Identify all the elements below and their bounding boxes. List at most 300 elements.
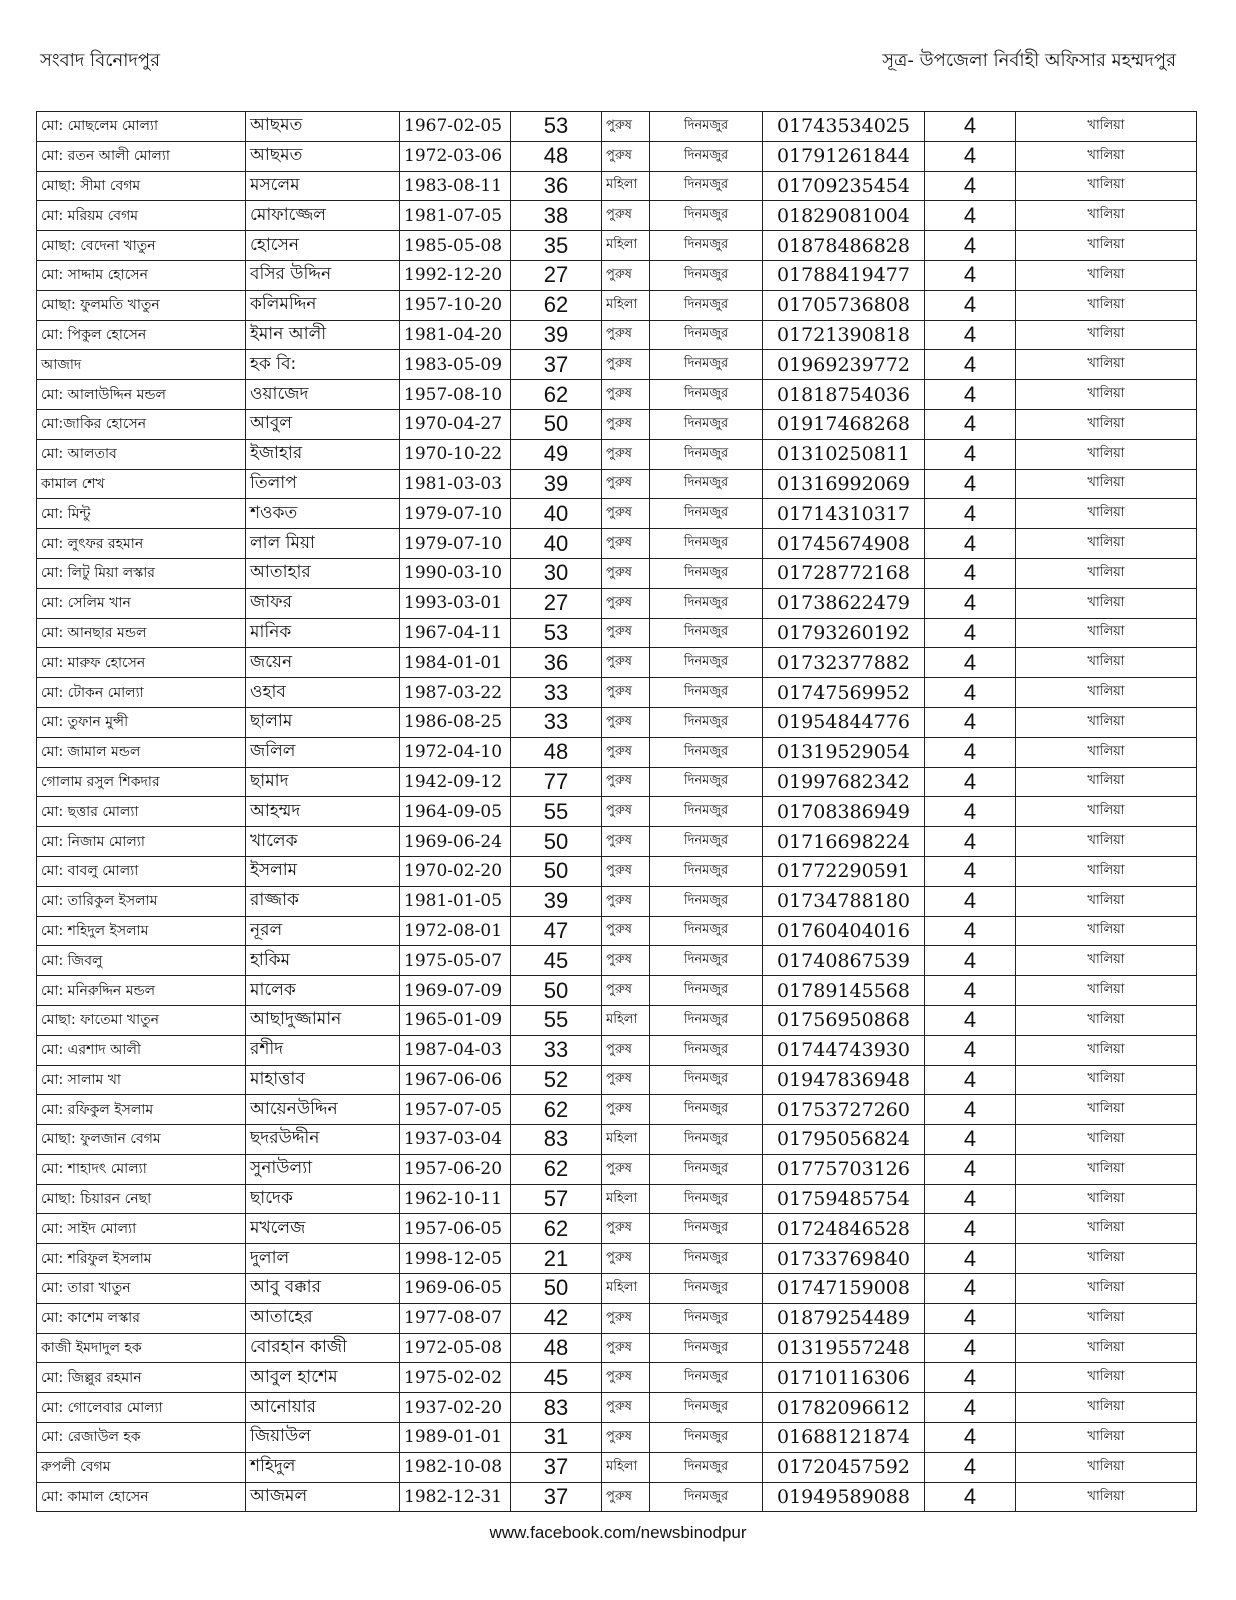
village-cell: খালিয়া [1016,648,1197,678]
age-cell: 27 [511,588,602,618]
table-row [37,1452,1197,1482]
gender-cell: পুরুষ [602,618,650,648]
village-cell: খালিয়া [1016,290,1197,320]
age-cell: 53 [511,618,602,648]
occupation-cell: দিনমজুর [650,320,763,350]
birth-date-cell: 1937-03-04 [400,1125,511,1155]
age-cell: 48 [511,141,602,171]
table-row [37,678,1197,708]
village-cell: খালিয়া [1016,1333,1197,1363]
phone-cell: 01947836948 [763,1065,925,1095]
ward-cell: 4 [925,1214,1016,1244]
ward-cell: 4 [925,648,1016,678]
village-cell: খালিয়া [1016,707,1197,737]
name-cell: আজাদ [37,350,246,380]
table-row [37,1244,1197,1274]
ward-cell: 4 [925,171,1016,201]
phone-cell: 01319557248 [763,1333,925,1363]
phone-cell: 01688121874 [763,1423,925,1453]
table-row [37,737,1197,767]
age-cell: 62 [511,1154,602,1184]
ward-cell: 4 [925,1154,1016,1184]
village-cell: খালিয়া [1016,827,1197,857]
ward-cell: 4 [925,1274,1016,1304]
occupation-cell: দিনমজুর [650,350,763,380]
table-row [37,767,1197,797]
table-row [37,1333,1197,1363]
table-row [37,112,1197,142]
gender-cell: পুরুষ [602,1393,650,1423]
birth-date-cell: 1964-09-05 [400,797,511,827]
table-row [37,588,1197,618]
table-row [37,260,1197,290]
table-row [37,976,1197,1006]
gender-cell: পুরুষ [602,1244,650,1274]
occupation-cell: দিনমজুর [650,201,763,231]
age-cell: 50 [511,976,602,1006]
phone-cell: 01316992069 [763,469,925,499]
village-cell: খালিয়া [1016,1482,1197,1512]
gender-cell: মহিলা [602,171,650,201]
age-cell: 33 [511,678,602,708]
age-cell: 39 [511,469,602,499]
occupation-cell: দিনমজুর [650,588,763,618]
village-cell: খালিয়া [1016,409,1197,439]
table-row [37,469,1197,499]
phone-cell: 01775703126 [763,1154,925,1184]
village-cell: খালিয়া [1016,1035,1197,1065]
birth-date-cell: 1970-02-20 [400,856,511,886]
birth-date-cell: 1957-10-20 [400,290,511,320]
occupation-cell: দিনমজুর [650,558,763,588]
occupation-cell: দিনমজুর [650,1244,763,1274]
village-cell: খালিয়া [1016,976,1197,1006]
ward-cell: 4 [925,439,1016,469]
birth-date-cell: 1957-07-05 [400,1095,511,1125]
village-cell: খালিয়া [1016,1393,1197,1423]
name-cell: মো: আলাউদ্দিন মন্ডল [37,380,246,410]
phone-cell: 01788419477 [763,260,925,290]
birth-date-cell: 1985-05-08 [400,231,511,261]
name-cell: মো: বাবলু মোল্যা [37,856,246,886]
birth-date-cell: 1967-02-05 [400,112,511,142]
father-name-cell: আহম্মদ [246,797,400,827]
phone-cell: 01310250811 [763,439,925,469]
village-cell: খালিয়া [1016,1423,1197,1453]
age-cell: 83 [511,1393,602,1423]
name-cell: মো: মিন্টু [37,499,246,529]
phone-cell: 01744743930 [763,1035,925,1065]
age-cell: 57 [511,1184,602,1214]
birth-date-cell: 1957-06-05 [400,1214,511,1244]
phone-cell: 01760404016 [763,916,925,946]
table-row [37,409,1197,439]
father-name-cell: হোসেন [246,231,400,261]
father-name-cell: আবু বক্কার [246,1274,400,1304]
village-cell: খালিয়া [1016,1303,1197,1333]
ward-cell: 4 [925,499,1016,529]
village-cell: খালিয়া [1016,1005,1197,1035]
age-cell: 55 [511,1005,602,1035]
phone-cell: 01745674908 [763,529,925,559]
table-row [37,529,1197,559]
name-cell: মো: কামাল হোসেন [37,1482,246,1512]
phone-cell: 01789145568 [763,976,925,1006]
occupation-cell: দিনমজুর [650,171,763,201]
father-name-cell: ইমান আলী [246,320,400,350]
birth-date-cell: 1972-04-10 [400,737,511,767]
gender-cell: পুরুষ [602,588,650,618]
ward-cell: 4 [925,618,1016,648]
table-row [37,1065,1197,1095]
age-cell: 55 [511,797,602,827]
table-row [37,856,1197,886]
age-cell: 48 [511,1333,602,1363]
father-name-cell: মাহাত্তাব [246,1065,400,1095]
table-body [37,112,1197,1512]
father-name-cell: মসলেম [246,171,400,201]
table-row [37,171,1197,201]
village-cell: খালিয়া [1016,1363,1197,1393]
birth-date-cell: 1983-08-11 [400,171,511,201]
village-cell: খালিয়া [1016,1125,1197,1155]
father-name-cell: দুলাল [246,1244,400,1274]
village-cell: খালিয়া [1016,112,1197,142]
age-cell: 50 [511,856,602,886]
occupation-cell: দিনমজুর [650,1005,763,1035]
age-cell: 48 [511,737,602,767]
name-cell: মো: তুফান মুন্সী [37,707,246,737]
occupation-cell: দিনমজুর [650,946,763,976]
occupation-cell: দিনমজুর [650,439,763,469]
birth-date-cell: 1979-07-10 [400,499,511,529]
gender-cell: পুরুষ [602,976,650,1006]
gender-cell: পুরুষ [602,827,650,857]
name-cell: মো: রেজাউল হক [37,1423,246,1453]
age-cell: 37 [511,1452,602,1482]
phone-cell: 01733769840 [763,1244,925,1274]
ward-cell: 4 [925,1095,1016,1125]
gender-cell: পুরুষ [602,260,650,290]
phone-cell: 01879254489 [763,1303,925,1333]
father-name-cell: আছমত [246,112,400,142]
father-name-cell: সুনাউল্যা [246,1154,400,1184]
ward-cell: 4 [925,1035,1016,1065]
phone-cell: 01969239772 [763,350,925,380]
ward-cell: 4 [925,1452,1016,1482]
phone-cell: 01724846528 [763,1214,925,1244]
phone-cell: 01728772168 [763,558,925,588]
ward-cell: 4 [925,380,1016,410]
table-row [37,618,1197,648]
name-cell: মো: রফিকুল ইসলাম [37,1095,246,1125]
name-cell: মো: লিটু মিয়া লস্কার [37,558,246,588]
age-cell: 38 [511,201,602,231]
occupation-cell: দিনমজুর [650,1184,763,1214]
birth-date-cell: 1972-08-01 [400,916,511,946]
phone-cell: 01319529054 [763,737,925,767]
gender-cell: পুরুষ [602,1214,650,1244]
name-cell: মো: মরিয়ম বেগম [37,201,246,231]
gender-cell: পুরুষ [602,141,650,171]
birth-date-cell: 1998-12-05 [400,1244,511,1274]
village-cell: খালিয়া [1016,350,1197,380]
phone-cell: 01743534025 [763,112,925,142]
occupation-cell: দিনমজুর [650,856,763,886]
name-cell: মো: কাশেম লস্কার [37,1303,246,1333]
village-cell: খালিয়া [1016,1095,1197,1125]
phone-cell: 01716698224 [763,827,925,857]
gender-cell: পুরুষ [602,946,650,976]
ward-cell: 4 [925,558,1016,588]
village-cell: খালিয়া [1016,946,1197,976]
birth-date-cell: 1972-05-08 [400,1333,511,1363]
father-name-cell: লাল মিয়া [246,529,400,559]
ward-cell: 4 [925,767,1016,797]
name-cell: মোছা: ফুলজান বেগম [37,1125,246,1155]
father-name-cell: ইসলাম [246,856,400,886]
table-row [37,1393,1197,1423]
village-cell: খালিয়া [1016,201,1197,231]
gender-cell: পুরুষ [602,320,650,350]
birth-date-cell: 1977-08-07 [400,1303,511,1333]
occupation-cell: দিনমজুর [650,499,763,529]
father-name-cell: বসির উদ্দিন [246,260,400,290]
birth-date-cell: 1957-08-10 [400,380,511,410]
ward-cell: 4 [925,856,1016,886]
village-cell: খালিয়া [1016,1154,1197,1184]
table-row [37,558,1197,588]
ward-cell: 4 [925,1333,1016,1363]
birth-date-cell: 1986-08-25 [400,707,511,737]
phone-cell: 01753727260 [763,1095,925,1125]
ward-cell: 4 [925,1423,1016,1453]
ward-cell: 4 [925,112,1016,142]
birth-date-cell: 1992-12-20 [400,260,511,290]
occupation-cell: দিনমজুর [650,1035,763,1065]
name-cell: মো: সাদ্দাম হোসেন [37,260,246,290]
table-row [37,1214,1197,1244]
father-name-cell: মানিক [246,618,400,648]
phone-cell: 01747159008 [763,1274,925,1304]
gender-cell: পুরুষ [602,856,650,886]
age-cell: 21 [511,1244,602,1274]
phone-cell: 01782096612 [763,1393,925,1423]
father-name-cell: হক বি: [246,350,400,380]
village-cell: খালিয়া [1016,380,1197,410]
age-cell: 62 [511,1095,602,1125]
father-name-cell: নূরল [246,916,400,946]
father-name-cell: আতাহের [246,1303,400,1333]
gender-cell: পুরুষ [602,1035,650,1065]
name-cell: মো: মনিরুদ্দিন মন্ডল [37,976,246,1006]
village-cell: খালিয়া [1016,797,1197,827]
table-row [37,797,1197,827]
table-row [37,1154,1197,1184]
village-cell: খালিয়া [1016,260,1197,290]
header-source-note: সূত্র- উপজেলা নির্বাহী অফিসার মহম্মদপুর [882,50,1176,71]
age-cell: 27 [511,260,602,290]
gender-cell: পুরুষ [602,1065,650,1095]
phone-cell: 01709235454 [763,171,925,201]
gender-cell: পুরুষ [602,558,650,588]
gender-cell: পুরুষ [602,380,650,410]
birth-date-cell: 1984-01-01 [400,648,511,678]
father-name-cell: আবুল হাশেম [246,1363,400,1393]
name-cell: মোছা: চিয়ারন নেছা [37,1184,246,1214]
father-name-cell: আবুল [246,409,400,439]
ward-cell: 4 [925,260,1016,290]
occupation-cell: দিনমজুর [650,976,763,1006]
name-cell: মোছা: ফুলমতি খাতুন [37,290,246,320]
occupation-cell: দিনমজুর [650,1393,763,1423]
gender-cell: মহিলা [602,1125,650,1155]
age-cell: 62 [511,380,602,410]
phone-cell: 01708386949 [763,797,925,827]
age-cell: 39 [511,886,602,916]
father-name-cell: শহিদুল [246,1452,400,1482]
birth-date-cell: 1975-05-07 [400,946,511,976]
ward-cell: 4 [925,1363,1016,1393]
beneficiary-table [36,111,1197,1512]
ward-cell: 4 [925,350,1016,380]
table-row [37,380,1197,410]
table-row [37,1423,1197,1453]
age-cell: 35 [511,231,602,261]
phone-cell: 01793260192 [763,618,925,648]
father-name-cell: মোফাজ্জেল [246,201,400,231]
gender-cell: মহিলা [602,290,650,320]
village-cell: খালিয়া [1016,1065,1197,1095]
table-row [37,1125,1197,1155]
father-name-cell: আনোয়ার [246,1393,400,1423]
age-cell: 50 [511,827,602,857]
gender-cell: পুরুষ [602,1154,650,1184]
gender-cell: পুরুষ [602,916,650,946]
father-name-cell: শওকত [246,499,400,529]
father-name-cell: আতাহার [246,558,400,588]
table-row [37,1005,1197,1035]
phone-cell: 01738622479 [763,588,925,618]
father-name-cell: খালেক [246,827,400,857]
birth-date-cell: 1981-04-20 [400,320,511,350]
name-cell: মো: টোকন মোল্যা [37,678,246,708]
father-name-cell: ওয়াজেদ [246,380,400,410]
ward-cell: 4 [925,409,1016,439]
occupation-cell: দিনমজুর [650,827,763,857]
father-name-cell: মখলেজ [246,1214,400,1244]
birth-date-cell: 1942-09-12 [400,767,511,797]
father-name-cell: হাকিম [246,946,400,976]
name-cell: মো: তারিকুল ইসলাম [37,886,246,916]
name-cell: মো: পিকুল হোসেন [37,320,246,350]
ward-cell: 4 [925,946,1016,976]
birth-date-cell: 1969-07-09 [400,976,511,1006]
ward-cell: 4 [925,976,1016,1006]
phone-cell: 01818754036 [763,380,925,410]
occupation-cell: দিনমজুর [650,737,763,767]
birth-date-cell: 1982-12-31 [400,1482,511,1512]
age-cell: 40 [511,499,602,529]
birth-date-cell: 1970-10-22 [400,439,511,469]
birth-date-cell: 1957-06-20 [400,1154,511,1184]
gender-cell: পুরুষ [602,201,650,231]
ward-cell: 4 [925,827,1016,857]
age-cell: 42 [511,1303,602,1333]
father-name-cell: জিয়াউল [246,1423,400,1453]
father-name-cell: জলিল [246,737,400,767]
age-cell: 45 [511,946,602,976]
table-row [37,946,1197,976]
occupation-cell: দিনমজুর [650,112,763,142]
phone-cell: 01714310317 [763,499,925,529]
phone-cell: 01756950868 [763,1005,925,1035]
birth-date-cell: 1982-10-08 [400,1452,511,1482]
table-row [37,1035,1197,1065]
ward-cell: 4 [925,737,1016,767]
village-cell: খালিয়া [1016,558,1197,588]
village-cell: খালিয়া [1016,231,1197,261]
gender-cell: মহিলা [602,1184,650,1214]
village-cell: খালিয়া [1016,529,1197,559]
occupation-cell: দিনমজুর [650,886,763,916]
father-name-cell: ছালাম [246,707,400,737]
father-name-cell: জয়েন [246,648,400,678]
gender-cell: পুরুষ [602,112,650,142]
age-cell: 31 [511,1423,602,1453]
birth-date-cell: 1981-01-05 [400,886,511,916]
phone-cell: 01954844776 [763,707,925,737]
name-cell: গোলাম রসুল শিকদার [37,767,246,797]
village-cell: খালিয়া [1016,916,1197,946]
village-cell: খালিয়া [1016,141,1197,171]
occupation-cell: দিনমজুর [650,1154,763,1184]
table-row [37,1482,1197,1512]
birth-date-cell: 1969-06-24 [400,827,511,857]
name-cell: মো: তারা খাতুন [37,1274,246,1304]
village-cell: খালিয়া [1016,678,1197,708]
age-cell: 36 [511,171,602,201]
name-cell: কামাল শেখ [37,469,246,499]
ward-cell: 4 [925,231,1016,261]
phone-cell: 01917468268 [763,409,925,439]
age-cell: 77 [511,767,602,797]
father-name-cell: আয়েনউদ্দিন [246,1095,400,1125]
age-cell: 45 [511,1363,602,1393]
name-cell: মো: রতন আলী মোল্যা [37,141,246,171]
age-cell: 83 [511,1125,602,1155]
occupation-cell: দিনমজুর [650,707,763,737]
ward-cell: 4 [925,886,1016,916]
gender-cell: পুরুষ [602,737,650,767]
birth-date-cell: 1972-03-06 [400,141,511,171]
occupation-cell: দিনমজুর [650,1214,763,1244]
name-cell: মোছা: বেদেনা খাতুন [37,231,246,261]
village-cell: খালিয়া [1016,171,1197,201]
table-row [37,290,1197,320]
table-row [37,201,1197,231]
phone-cell: 01759485754 [763,1184,925,1214]
gender-cell: পুরুষ [602,439,650,469]
birth-date-cell: 1937-02-20 [400,1393,511,1423]
name-cell: মো: এরশাদ আলী [37,1035,246,1065]
occupation-cell: দিনমজুর [650,1363,763,1393]
birth-date-cell: 1981-07-05 [400,201,511,231]
father-name-cell: মালেক [246,976,400,1006]
birth-date-cell: 1989-01-01 [400,1423,511,1453]
phone-cell: 01878486828 [763,231,925,261]
age-cell: 40 [511,529,602,559]
